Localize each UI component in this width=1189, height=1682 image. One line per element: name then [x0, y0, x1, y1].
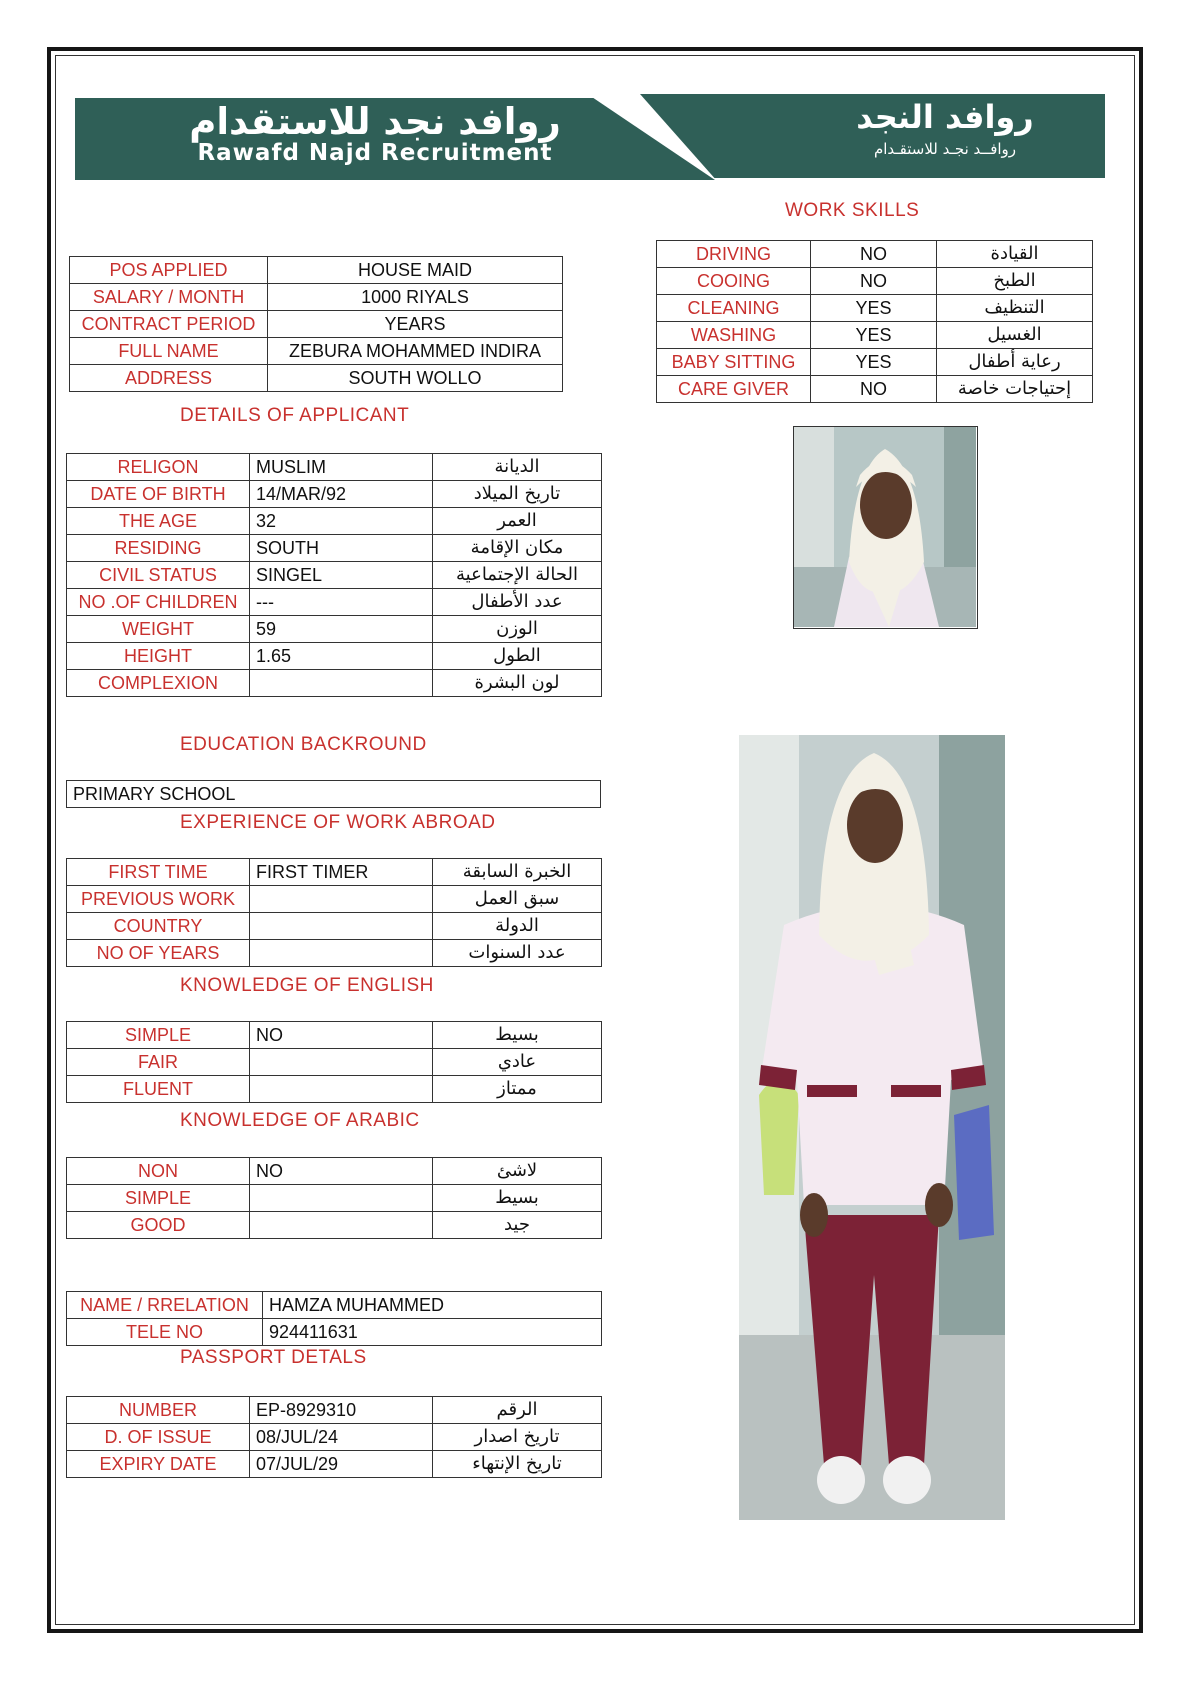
detail-arabic: عدد الأطفال: [433, 589, 602, 616]
position-row: [70, 338, 563, 365]
english-level-row: [67, 1049, 602, 1076]
detail-row: [67, 535, 602, 562]
detail-row: [67, 562, 602, 589]
company-logo-subtitle: روافــد نجـد للاستقـدام: [873, 140, 1017, 158]
arabic-level-label: NON: [67, 1158, 250, 1185]
brand-english-name: Rawafd Najd Recruitment: [197, 140, 553, 166]
english-level-value: [250, 1049, 433, 1076]
details-heading: DETAILS OF APPLICANT: [180, 405, 410, 426]
full-body-illustration: [739, 735, 1005, 1520]
detail-value: SOUTH: [250, 535, 433, 562]
experience-label: COUNTRY: [67, 913, 250, 940]
detail-label: WEIGHT: [67, 616, 250, 643]
english-level-row: [67, 1022, 602, 1049]
position-table: [69, 256, 563, 392]
work-skill-arabic: إحتياجات خاصة: [937, 376, 1093, 403]
english-level-arabic: عادي: [433, 1049, 602, 1076]
position-value: ZEBURA MOHAMMED INDIRA: [268, 338, 563, 365]
work-skill-value: YES: [811, 322, 937, 349]
arabic-level-arabic: جيد: [433, 1212, 602, 1239]
relation-row: [67, 1319, 602, 1346]
detail-row: [67, 454, 602, 481]
position-label: CONTRACT PERIOD: [70, 311, 268, 338]
arabic-level-row: [67, 1185, 602, 1212]
english-level-label: FLUENT: [67, 1076, 250, 1103]
passport-row: [67, 1451, 602, 1478]
portrait-illustration: [794, 427, 976, 627]
detail-row: [67, 508, 602, 535]
detail-row: [67, 481, 602, 508]
detail-value: 1.65: [250, 643, 433, 670]
work-skill-label: CLEANING: [657, 295, 811, 322]
detail-arabic: مكان الإقامة: [433, 535, 602, 562]
experience-value: [250, 940, 433, 967]
passport-row: [67, 1424, 602, 1451]
passport-heading: PASSPORT DETALS: [180, 1347, 367, 1368]
detail-arabic: العمر: [433, 508, 602, 535]
position-value: YEARS: [268, 311, 563, 338]
arabic-level-value: [250, 1212, 433, 1239]
work-skill-row: [657, 241, 1093, 268]
work-skill-value: YES: [811, 295, 937, 322]
experience-value: [250, 886, 433, 913]
detail-value: 32: [250, 508, 433, 535]
arabic-table: [66, 1157, 602, 1239]
work-skill-label: COOING: [657, 268, 811, 295]
experience-arabic: سبق العمل: [433, 886, 602, 913]
detail-label: COMPLEXION: [67, 670, 250, 697]
position-row: [70, 311, 563, 338]
english-level-arabic: ممتاز: [433, 1076, 602, 1103]
experience-label: FIRST TIME: [67, 859, 250, 886]
detail-row: [67, 616, 602, 643]
passport-value: 08/JUL/24: [250, 1424, 433, 1451]
english-heading: KNOWLEDGE OF ENGLISH: [180, 975, 434, 996]
detail-label: HEIGHT: [67, 643, 250, 670]
detail-label: RESIDING: [67, 535, 250, 562]
education-table: [66, 780, 601, 808]
english-level-label: FAIR: [67, 1049, 250, 1076]
work-skill-row: [657, 268, 1093, 295]
passport-arabic: الرقم: [433, 1397, 602, 1424]
work-skill-label: CARE GIVER: [657, 376, 811, 403]
work-skill-row: [657, 295, 1093, 322]
brand-arabic-name: روافد نجد للاستقدام: [189, 100, 561, 143]
work-skill-label: BABY SITTING: [657, 349, 811, 376]
detail-row: [67, 643, 602, 670]
passport-label: D. OF ISSUE: [67, 1424, 250, 1451]
position-row: [70, 284, 563, 311]
work-skill-row: [657, 322, 1093, 349]
experience-value: FIRST TIMER: [250, 859, 433, 886]
detail-arabic: تاريخ الميلاد: [433, 481, 602, 508]
experience-table: [66, 858, 602, 967]
detail-value: ---: [250, 589, 433, 616]
relation-value: HAMZA MUHAMMED: [263, 1292, 602, 1319]
experience-heading: EXPERIENCE OF WORK ABROAD: [180, 812, 496, 833]
work-skill-value: NO: [811, 376, 937, 403]
passport-value: EP-8929310: [250, 1397, 433, 1424]
english-table: [66, 1021, 602, 1103]
arabic-level-row: [67, 1212, 602, 1239]
passport-label: EXPIRY DATE: [67, 1451, 250, 1478]
work-skill-arabic: القيادة: [937, 241, 1093, 268]
passport-arabic: تاريخ اصدار: [433, 1424, 602, 1451]
detail-label: THE AGE: [67, 508, 250, 535]
position-row: [70, 365, 563, 392]
education-value: PRIMARY SCHOOL: [67, 781, 601, 808]
position-label: SALARY / MONTH: [70, 284, 268, 311]
experience-label: PREVIOUS WORK: [67, 886, 250, 913]
position-value: HOUSE MAID: [268, 257, 563, 284]
work-skills-heading: WORK SKILLS: [785, 200, 920, 221]
detail-value: 14/MAR/92: [250, 481, 433, 508]
passport-value: 07/JUL/29: [250, 1451, 433, 1478]
detail-arabic: الديانة: [433, 454, 602, 481]
work-skill-arabic: الطبخ: [937, 268, 1093, 295]
arabic-level-arabic: لاشئ: [433, 1158, 602, 1185]
position-label: FULL NAME: [70, 338, 268, 365]
detail-label: DATE OF BIRTH: [67, 481, 250, 508]
arabic-level-arabic: بسيط: [433, 1185, 602, 1212]
passport-row: [67, 1397, 602, 1424]
arabic-level-row: [67, 1158, 602, 1185]
work-skill-arabic: رعاية أطفال: [937, 349, 1093, 376]
experience-row: [67, 859, 602, 886]
detail-value: 59: [250, 616, 433, 643]
detail-label: NO .OF CHILDREN: [67, 589, 250, 616]
detail-row: [67, 589, 602, 616]
detail-arabic: الوزن: [433, 616, 602, 643]
arabic-heading: KNOWLEDGE OF ARABIC: [180, 1110, 420, 1131]
english-level-value: NO: [250, 1022, 433, 1049]
position-label: POS APPLIED: [70, 257, 268, 284]
work-skill-label: DRIVING: [657, 241, 811, 268]
position-value: 1000 RIYALS: [268, 284, 563, 311]
arabic-level-value: [250, 1185, 433, 1212]
work-skill-value: NO: [811, 241, 937, 268]
passport-table: [66, 1396, 602, 1478]
work-skill-value: NO: [811, 268, 937, 295]
experience-arabic: الخبرة السابقة: [433, 859, 602, 886]
arabic-level-label: GOOD: [67, 1212, 250, 1239]
detail-value: MUSLIM: [250, 454, 433, 481]
experience-row: [67, 886, 602, 913]
detail-arabic: لون البشرة: [433, 670, 602, 697]
english-level-label: SIMPLE: [67, 1022, 250, 1049]
experience-row: [67, 940, 602, 967]
experience-arabic: الدولة: [433, 913, 602, 940]
relation-label: TELE NO: [67, 1319, 263, 1346]
experience-arabic: عدد السنوات: [433, 940, 602, 967]
relation-label: NAME / RRELATION: [67, 1292, 263, 1319]
arabic-level-value: NO: [250, 1158, 433, 1185]
passport-label: NUMBER: [67, 1397, 250, 1424]
detail-label: CIVIL STATUS: [67, 562, 250, 589]
relation-row: [67, 1292, 602, 1319]
position-label: ADDRESS: [70, 365, 268, 392]
work-skill-row: [657, 376, 1093, 403]
position-row: [70, 257, 563, 284]
arabic-level-label: SIMPLE: [67, 1185, 250, 1212]
work-skills-table: [656, 240, 1093, 403]
relation-table: [66, 1291, 602, 1346]
education-heading: EDUCATION BACKROUND: [180, 734, 427, 755]
experience-label: NO OF YEARS: [67, 940, 250, 967]
detail-arabic: الحالة الإجتماعية: [433, 562, 602, 589]
company-logo: روافد النجد: [856, 98, 1034, 136]
work-skill-arabic: الغسيل: [937, 322, 1093, 349]
detail-row: [67, 670, 602, 697]
detail-value: SINGEL: [250, 562, 433, 589]
passport-arabic: تاريخ الإنتهاء: [433, 1451, 602, 1478]
work-skill-label: WASHING: [657, 322, 811, 349]
english-level-row: [67, 1076, 602, 1103]
applicant-portrait-photo: [793, 426, 978, 629]
work-skill-row: [657, 349, 1093, 376]
relation-value: 924411631: [263, 1319, 602, 1346]
detail-label: RELIGON: [67, 454, 250, 481]
position-value: SOUTH WOLLO: [268, 365, 563, 392]
detail-value: [250, 670, 433, 697]
english-level-value: [250, 1076, 433, 1103]
applicant-full-body-photo: [739, 735, 1005, 1520]
details-table: [66, 453, 602, 697]
work-skill-value: YES: [811, 349, 937, 376]
detail-arabic: الطول: [433, 643, 602, 670]
work-skill-arabic: التنظيف: [937, 295, 1093, 322]
english-level-arabic: بسيط: [433, 1022, 602, 1049]
experience-value: [250, 913, 433, 940]
experience-row: [67, 913, 602, 940]
